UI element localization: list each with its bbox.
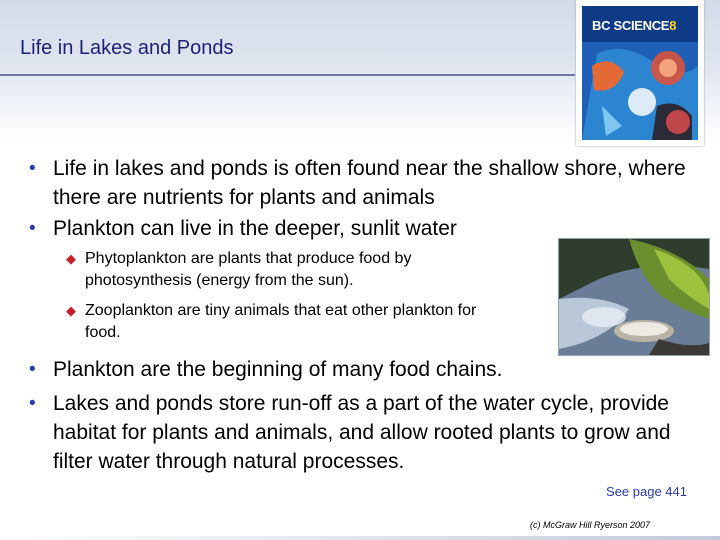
book-brand-label	[592, 18, 676, 33]
bullet-dot-icon: •	[29, 218, 36, 239]
bullet-dot-icon: •	[29, 359, 36, 380]
sub-bullet-text: Phytoplankton are plants that produce food by photosynthesis (energy from the sun).	[85, 250, 412, 289]
bullet-text: Plankton are the beginning of many food chains.	[53, 358, 503, 381]
book-cover-image	[582, 6, 698, 140]
title-divider	[0, 74, 575, 76]
footer-divider	[0, 536, 720, 540]
book-brand-number: 8	[669, 18, 677, 33]
pond-photo	[558, 238, 710, 356]
pond-photo-art	[559, 239, 709, 355]
see-page-reference: See page 441	[606, 484, 687, 499]
bullet-dot-icon: •	[29, 158, 36, 179]
bullet-text: Lakes and ponds store run-off as a part of the water cycle, provide habitat for plants and animals, and allow rooted plants to grow and filter water through natural processes.	[53, 392, 671, 473]
copyright-notice: (c) McGraw Hill Ryerson 2007	[530, 520, 651, 530]
slide-title: Life in Lakes and Ponds	[20, 37, 234, 59]
bullet-text: Life in lakes and ponds is often found near the shallow shore, where there are nutrients for plants and animals	[53, 157, 686, 209]
diamond-bullet-icon: ◆	[66, 251, 76, 266]
diamond-bullet-icon: ◆	[66, 303, 76, 318]
book-brand-text: BC SCIENCE	[592, 18, 670, 33]
bullet-dot-icon: •	[29, 393, 36, 414]
bullet-text: Plankton can live in the deeper, sunlit water	[53, 217, 457, 240]
sub-bullet-text: Zooplankton are tiny animals that eat other plankton for food.	[85, 302, 477, 341]
